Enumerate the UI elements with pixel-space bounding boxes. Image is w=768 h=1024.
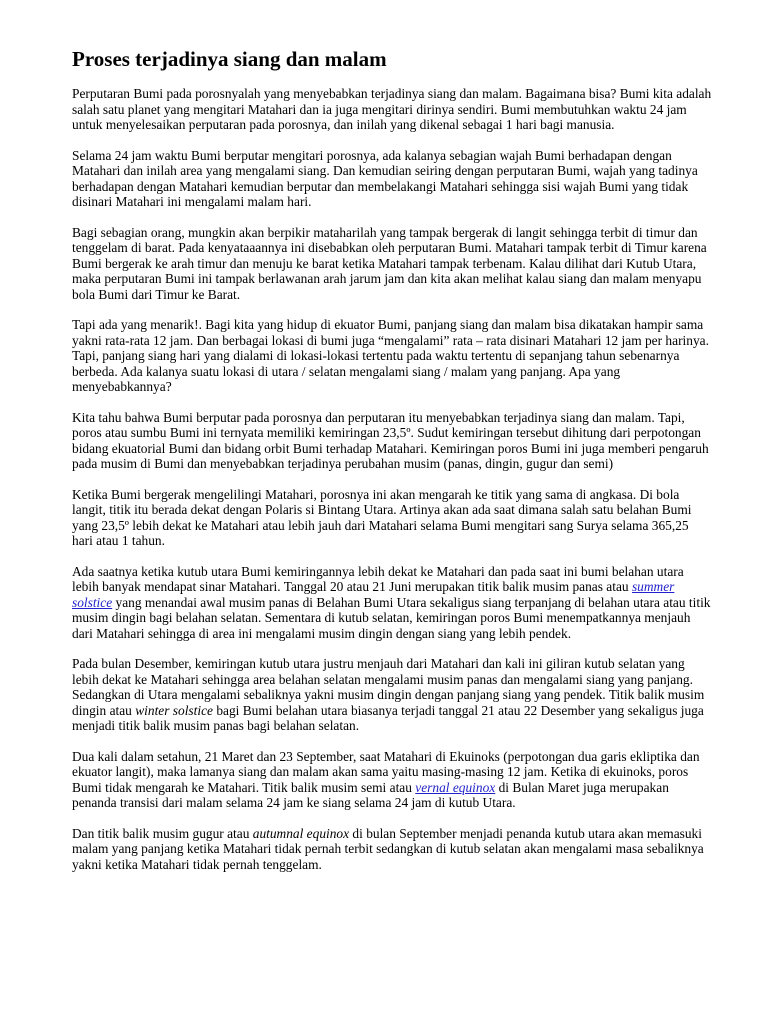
winter-solstice-term: winter solstice [135, 702, 213, 718]
paragraph-10-text-a: Dan titik balik musim gugur atau [72, 825, 253, 841]
paragraph-4: Tapi ada yang menarik!. Bagi kita yang hidup di ekuator Bumi, panjang siang dan malam bisa dikatakan hampir sama yakni rata-rata 12 jam. Dan berbagai lokasi di bumi juga “mengalami” rata – rata disinari Matahari 12 jam per harinya. Tapi, panjang siang hari yang dialami di lokasi-lokasi tertentu pada waktu tertentu di sepanjang tahun sebenarnya berbeda. Ada kalanya suatu lokasi di utara / selatan mengalami siang / malam yang panjang. Apa yang menyebabkannya? [72, 317, 709, 394]
paragraph-8-text-b: bagi Bumi belahan utara biasanya terjadi tanggal 21 atau 22 Desember yang sekaligus juga menjadi titik balik musim panas bagi belahan selatan. [72, 702, 704, 733]
paragraph-9-text-b: di Bulan Maret juga merupakan penanda transisi dari malam selama 24 jam ke siang selama 24 jam di kutub Utara. [72, 779, 669, 810]
paragraph-7-text-b: yang menandai awal musim panas di Belahan Bumi Utara sekaligus siang terpanjang di belahan utara atau titik musim dingin bagi belahan selatan. Sementara di kutub selatan, kemiringan poros Bumi menempatkannya menjauh dari Matahari sehingga di area ini mengalami musim dingin dengan siang yang lebih pendek. [72, 594, 711, 641]
paragraph-7 [72, 564, 712, 642]
paragraph-10 [72, 826, 712, 873]
paragraph-6: Ketika Bumi bergerak mengelilingi Matahari, porosnya ini akan mengarah ke titik yang sama di angkasa. Di bola langit, titik itu berada dekat dengan Polaris si Bintang Utara. Artinya akan ada saat dimana salah satu belahan Bumi yang 23,5º lebih dekat ke Matahari atau lebih jauh dari Matahari selama Bumi mengitari sang Surya selama 365,25 hari atau 1 tahun. [72, 486, 692, 548]
vernal-equinox-link[interactable]: vernal equinox [415, 779, 496, 795]
paragraph-1: Perputaran Bumi pada porosnyalah yang menyebabkan terjadinya siang dan malam. Bagaimana bisa? Bumi kita adalah salah satu planet yang mengitari Matahari dan ia juga mengitari dirinya sendiri. Bumi membutuhkan waktu 24 jam untuk menyelesaikan perputaran pada porosnya, dan inilah yang dikenal sebagai 1 hari bagi manusia. [72, 86, 712, 132]
paragraph-3: Bagi sebagian orang, mungkin akan berpikir mataharilah yang tampak bergerak di langit sehingga terbit di timur dan tenggelam di barat. Pada kenyataaannya ini disebabkan oleh perputaran Bumi. Matahari tampak terbit di Timur karena Bumi bergerak ke arah timur dan menuju ke barat ketika Matahari tampak terbenam. Kalau dilihat dari Kutub Utara, maka perputaran Bumi ini tampak berlawanan arah jarum jam dan kita akan melihat kalau siang dan malam menyapu bola Bumi dari Timur ke Barat. [72, 224, 707, 302]
summer-solstice-link[interactable]: summer solstice [72, 579, 675, 610]
paragraph-8-text-a: Pada bulan Desember, kemiringan kutub utara justru menjauh dari Matahari dan kali ini giliran kutub selatan yang lebih dekat ke Matahari sehingga area belahan selatan mengalami musim panas dan mengalami siang yang panjang. Sedangkan di Utara mengalami sebaliknya yakni musim dingin dengan panjang siang yang pendek. Titik balik musim dingin atau [72, 656, 705, 718]
page-title: Proses terjadinya siang dan malam [72, 47, 387, 71]
paragraph-7-text-a: Ada saatnya ketika kutub utara Bumi kemiringannya lebih dekat ke Matahari dan pada saat ini bumi belahan utara lebih banyak mendapat sinar Matahari. Tanggal 20 atau 21 Juni merupakan titik balik musim panas atau [72, 563, 684, 594]
paragraph-10-text-b: di bulan September menjadi penanda kutub utara akan memasuki malam yang panjang ketika Matahari tidak pernah terbit sedangkan di kutub selatan akan mengalami masa sebaliknya yakni ketika Matahari tidak pernah tenggelam. [72, 825, 704, 872]
paragraph-9-text-a: Dua kali dalam setahun, 21 Maret dan 23 September, saat Matahari di Ekuinoks (perpotongan dua garis ekliptika dan ekuator langit), maka lamanya siang dan malam akan sama yaitu masing-masing 12 jam. Ketika di ekuinoks, poros Bumi tidak mengarah ke Matahari. Titik balik musim semi atau [72, 748, 700, 795]
paragraph-5: Kita tahu bahwa Bumi berputar pada porosnya dan perputaran itu menyebabkan terjadinya siang dan malam. Tapi, poros atau sumbu Bumi ini ternyata memiliki kemiringan 23,5º. Sudut kemiringan tersebut dihitung dari perpotongan bidang ekuatorial Bumi dan bidang orbit Bumi terhadap Matahari. Kemiringan poros Bumi ini juga memberi pengaruh pada musim di Bumi dan menyebabkan terjadinya perubahan musim (panas, dingin, gugur dan semi) [72, 409, 709, 471]
paragraph-8 [72, 656, 712, 734]
paragraph-2: Selama 24 jam waktu Bumi berputar mengitari porosnya, ada kalanya sebagian wajah Bumi berhadapan dengan Matahari dan inilah area yang mengalami siang. Dan kemudian seiring dengan perputaran Bumi, wajah yang tadinya berhadapan dengan Matahari kemudian berputar dan membelakangi Matahari sehingga sisi wajah Bumi yang tidak disinari Matahari ini mengalami malam hari. [72, 147, 698, 209]
article [72, 46, 712, 887]
autumnal-equinox-term: autumnal equinox [252, 825, 350, 841]
paragraph-9 [72, 749, 712, 811]
